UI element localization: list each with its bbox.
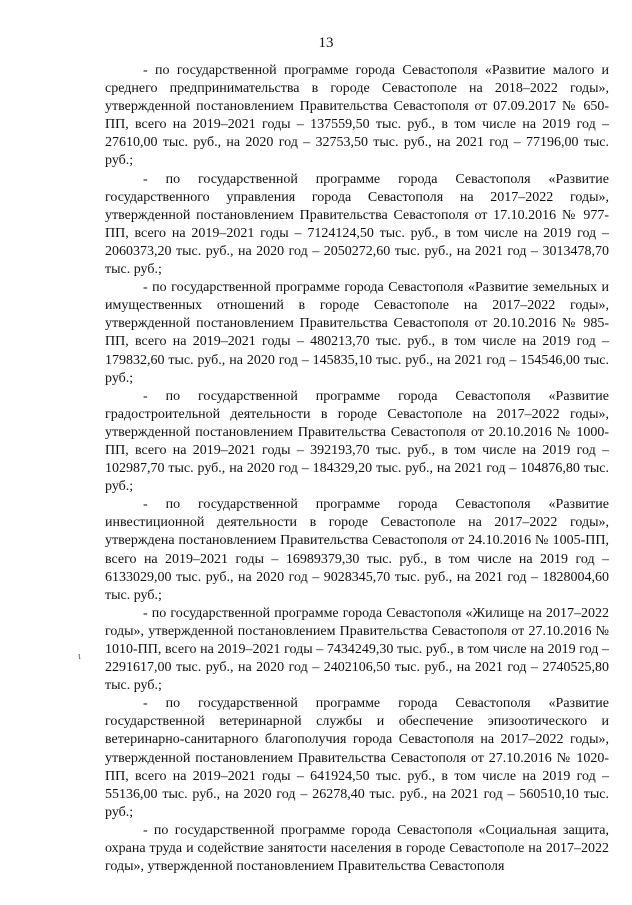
margin-mark: ι xyxy=(78,651,81,662)
paragraph-housing-program: - по государственной программе города Севастополя «Жилище на 2017–2022 годы», утвержденной постановлением Правительства Севастополя от 27.10.2016 № 1010-ПП, всего на 2019–2021 годы – 7434249,30 тыс. руб., в том числе на 2019 год – 2291617,00 тыс. руб., на 2020 год – 2402106,50 тыс. руб., на 2021 год – 2740525,80 тыс. руб.; xyxy=(105,605,609,694)
paragraph-state-management-program: - по государственной программе города Севастополя «Развитие государственного управления города Севастополя на 2017–2022 годы», утвержденной постановлением Правительства Севастополя от 17.10.2016 № 977-ПП, всего на 2019–2021 годы – 7124124,50 тыс. руб., в том числе на 2019 год – 2060373,20 тыс. руб., на 2020 год – 2050272,60 тыс. руб., на 2021 год – 3013478,70 тыс. руб.; xyxy=(105,171,609,278)
document-body xyxy=(105,62,609,876)
paragraph-veterinary-program: - по государственной программе города Севастополя «Развитие государственной ветеринарной службы и обеспечение эпизоотического и ветеринарно-санитарного благополучия города Севастополя на 2017–2022 годы», утвержденной постановлением Правительства Севастополя от 27.10.2016 № 1020-ПП, всего на 2019–2021 годы – 641924,50 тыс. руб., в том числе на 2019 год – 55136,00 тыс. руб., на 2020 год – 26278,40 тыс. руб., на 2021 год – 560510,10 тыс. руб.; xyxy=(105,696,609,820)
paragraph-investment-program: - по государственной программе города Севастополя «Развитие инвестиционной деятельности в городе Севастополе на 2017–2022 годы», утверждена постановлением Правительства Севастополя от 24.10.2016 № 1005-ПП, всего на 2019–2021 годы – 16989379,30 тыс. руб., в том числе на 2019 год – 6133029,00 тыс. руб., на 2020 год – 9028345,70 тыс. руб., на 2021 год – 1828004,60 тыс. руб.; xyxy=(105,497,609,603)
paragraph-urban-planning-program: - по государственной программе города Севастополя «Развитие градостроительной деятельности в городе Севастополе на 2017–2022 годы», утвержденной постановлением Правительства Севастополя от 20.10.2016 № 1000-ПП, всего на 2019–2021 годы – 392193,70 тыс. руб., в том числе на 2019 год – 102987,70 тыс. руб., на 2020 год – 184329,20 тыс. руб., на 2021 год – 104876,80 тыс. руб.; xyxy=(105,388,609,495)
page-number: 13 xyxy=(318,35,334,51)
paragraph-small-business-program: - по государственной программе города Севастополя «Развитие малого и среднего предпринимательства в городе Севастополе на 2018–2022 годы», утвержденной постановлением Правительства Севастополя от 07.09.2017 № 650-ПП, всего на 2019–2021 годы – 137559,50 тыс. руб., в том числе на 2019 год – 27610,00 тыс. руб., на 2020 год – 32753,50 тыс. руб., на 2021 год – 77196,00 тыс. руб.; xyxy=(105,63,609,169)
paragraph-social-protection-program: - по государственной программе города Севастополя «Социальная защита, охрана труда и содействие занятости населения в городе Севастополе на 2017–2022 годы», утвержденной постановлением Правительства Севастополя xyxy=(105,822,609,875)
paragraph-land-property-program: - по государственной программе города Севастополя «Развитие земельных и имущественных отношений в городе Севастополе на 2017–2022 годы», утвержденной постановлением Правительства Севастополя от 20.10.2016 № 985-ПП, всего на 2019–2021 годы – 480213,70 тыс. руб., в том числе на 2019 год – 179832,60 тыс. руб., на 2020 год – 145835,10 тыс. руб., на 2021 год – 154546,00 тыс. руб.; xyxy=(105,280,609,386)
